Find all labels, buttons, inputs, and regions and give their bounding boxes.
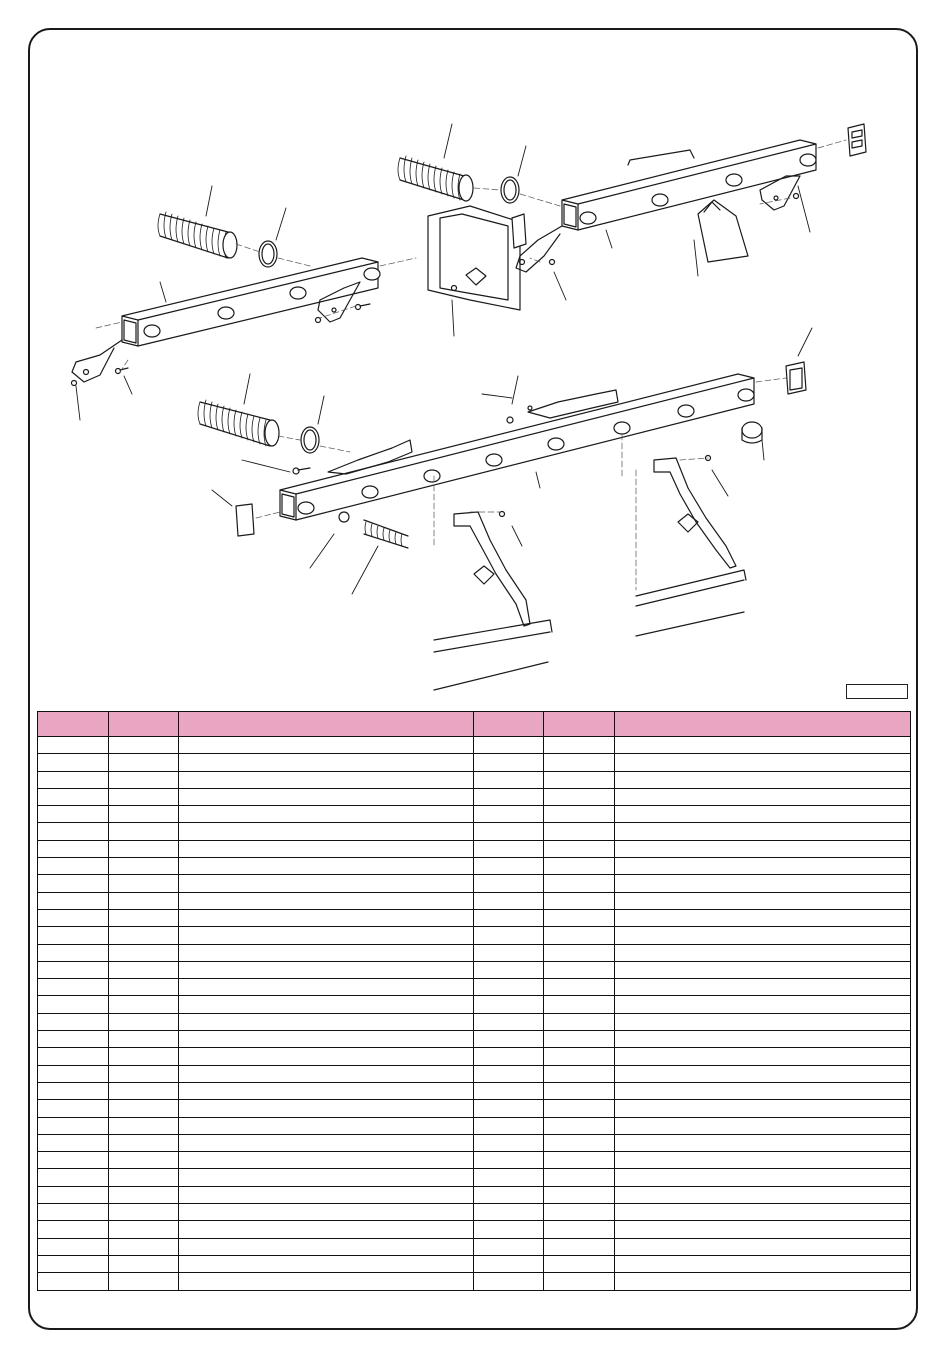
- table-cell: [474, 892, 544, 909]
- table-cell: [179, 944, 474, 961]
- table-cell: [544, 1134, 615, 1151]
- table-cell: [544, 1255, 615, 1272]
- table-cell: [474, 1221, 544, 1238]
- table-cell: [38, 1048, 109, 1065]
- table-cell: [179, 823, 474, 840]
- table-cell: [179, 1221, 474, 1238]
- table-cell: [474, 875, 544, 892]
- table-row: [38, 875, 911, 892]
- table-cell: [615, 1048, 911, 1065]
- table-cell: [109, 1013, 179, 1030]
- table-row: [38, 996, 911, 1013]
- table-row: [38, 737, 911, 754]
- table-row: [38, 1186, 911, 1203]
- table-cell: [544, 1186, 615, 1203]
- table-row: [38, 979, 911, 996]
- table-cell: [38, 961, 109, 978]
- table-cell: [179, 961, 474, 978]
- table-cell: [544, 996, 615, 1013]
- table-cell: [179, 1100, 474, 1117]
- table-cell: [544, 1169, 615, 1186]
- table-cell: [544, 1082, 615, 1099]
- table-cell: [544, 1100, 615, 1117]
- table-cell: [474, 840, 544, 857]
- table-cell: [474, 771, 544, 788]
- table-cell: [179, 1048, 474, 1065]
- table-row: [38, 1082, 911, 1099]
- table-cell: [615, 788, 911, 805]
- table-cell: [544, 1013, 615, 1030]
- table-cell: [615, 892, 911, 909]
- table-cell: [544, 1031, 615, 1048]
- table-cell: [615, 771, 911, 788]
- table-cell: [38, 823, 109, 840]
- table-cell: [38, 840, 109, 857]
- table-cell: [615, 840, 911, 857]
- table-cell: [109, 961, 179, 978]
- table-cell: [474, 806, 544, 823]
- table-cell: [179, 1255, 474, 1272]
- table-cell: [615, 909, 911, 926]
- table-cell: [474, 754, 544, 771]
- table-cell: [474, 858, 544, 875]
- table-cell: [179, 892, 474, 909]
- table-cell: [109, 1204, 179, 1221]
- table-cell: [38, 1065, 109, 1082]
- table-cell: [38, 737, 109, 754]
- table-cell: [109, 788, 179, 805]
- table-row: [38, 806, 911, 823]
- parts-list-table: [37, 711, 911, 1291]
- table-cell: [179, 1152, 474, 1169]
- table-cell: [109, 1152, 179, 1169]
- table-cell: [109, 1031, 179, 1048]
- table-cell: [109, 806, 179, 823]
- table-cell: [179, 771, 474, 788]
- table-cell: [179, 1082, 474, 1099]
- header-cell-position-right: [474, 712, 544, 737]
- table-cell: [38, 1255, 109, 1272]
- table-cell: [38, 754, 109, 771]
- table-cell: [615, 1013, 911, 1030]
- lower-beam-assembly: [198, 362, 806, 690]
- table-cell: [179, 1169, 474, 1186]
- table-cell: [109, 892, 179, 909]
- table-cell: [544, 1273, 615, 1290]
- table-cell: [109, 1065, 179, 1082]
- table-row: [38, 1031, 911, 1048]
- table-cell: [615, 1065, 911, 1082]
- table-cell: [474, 1238, 544, 1255]
- table-cell: [179, 840, 474, 857]
- table-row: [38, 1238, 911, 1255]
- table-cell: [474, 1186, 544, 1203]
- table-cell: [544, 1065, 615, 1082]
- table-cell: [474, 1117, 544, 1134]
- table-cell: [474, 1100, 544, 1117]
- table-cell: [615, 944, 911, 961]
- table-cell: [474, 1169, 544, 1186]
- table-cell: [179, 996, 474, 1013]
- table-cell: [38, 1169, 109, 1186]
- table-cell: [544, 737, 615, 754]
- table-cell: [615, 1221, 911, 1238]
- table-cell: [109, 858, 179, 875]
- table-row: [38, 1013, 911, 1030]
- table-cell: [109, 754, 179, 771]
- table-cell: [38, 1117, 109, 1134]
- table-cell: [615, 1031, 911, 1048]
- table-cell: [615, 1100, 911, 1117]
- table-cell: [38, 1186, 109, 1203]
- reference-code-box: [846, 684, 908, 699]
- table-row: [38, 1100, 911, 1117]
- table-cell: [109, 1273, 179, 1290]
- table-row: [38, 1152, 911, 1169]
- table-cell: [179, 1065, 474, 1082]
- table-cell: [615, 1255, 911, 1272]
- table-cell: [38, 1134, 109, 1151]
- table-cell: [544, 1152, 615, 1169]
- table-cell: [38, 806, 109, 823]
- table-row: [38, 909, 911, 926]
- table-cell: [544, 788, 615, 805]
- table-cell: [615, 1152, 911, 1169]
- table-cell: [38, 858, 109, 875]
- table-cell: [474, 1048, 544, 1065]
- table-row: [38, 892, 911, 909]
- table-cell: [544, 979, 615, 996]
- table-cell: [179, 1273, 474, 1290]
- header-cell-code-right: [544, 712, 615, 737]
- table-row: [38, 1048, 911, 1065]
- table-cell: [109, 1221, 179, 1238]
- table-cell: [615, 737, 911, 754]
- table-cell: [615, 1082, 911, 1099]
- header-cell-description-right: [615, 712, 911, 737]
- table-cell: [474, 961, 544, 978]
- header-cell-position-left: [38, 712, 109, 737]
- table-row: [38, 840, 911, 857]
- table-cell: [109, 1186, 179, 1203]
- table-cell: [615, 1169, 911, 1186]
- upper-right-beam-assembly: [398, 124, 866, 310]
- table-cell: [474, 909, 544, 926]
- table-cell: [474, 996, 544, 1013]
- table-cell: [179, 754, 474, 771]
- table-cell: [544, 892, 615, 909]
- table-cell: [474, 1013, 544, 1030]
- table-cell: [544, 771, 615, 788]
- table-cell: [544, 1117, 615, 1134]
- table-row: [38, 1134, 911, 1151]
- table-cell: [474, 788, 544, 805]
- table-cell: [615, 823, 911, 840]
- table-cell: [109, 823, 179, 840]
- table-cell: [474, 1082, 544, 1099]
- table-cell: [474, 1204, 544, 1221]
- table-cell: [179, 1031, 474, 1048]
- table-row: [38, 754, 911, 771]
- table-cell: [109, 996, 179, 1013]
- table-row: [38, 1117, 911, 1134]
- table-cell: [179, 1013, 474, 1030]
- table-cell: [109, 1048, 179, 1065]
- table-cell: [544, 840, 615, 857]
- table-cell: [38, 875, 109, 892]
- table-row: [38, 1065, 911, 1082]
- table-cell: [615, 979, 911, 996]
- table-cell: [179, 806, 474, 823]
- table-cell: [109, 737, 179, 754]
- table-cell: [179, 858, 474, 875]
- table-row: [38, 823, 911, 840]
- table-cell: [179, 875, 474, 892]
- table-cell: [615, 1273, 911, 1290]
- table-row: [38, 1221, 911, 1238]
- table-cell: [109, 927, 179, 944]
- table-cell: [38, 1204, 109, 1221]
- table-cell: [615, 1238, 911, 1255]
- table-cell: [615, 806, 911, 823]
- table-cell: [179, 1204, 474, 1221]
- table-cell: [544, 944, 615, 961]
- table-cell: [544, 858, 615, 875]
- table-cell: [474, 979, 544, 996]
- header-cell-code-left: [109, 712, 179, 737]
- table-cell: [109, 1134, 179, 1151]
- table-cell: [615, 1186, 911, 1203]
- table-row: [38, 1273, 911, 1290]
- table-cell: [38, 771, 109, 788]
- table-cell: [179, 1186, 474, 1203]
- table-cell: [474, 927, 544, 944]
- table-cell: [109, 840, 179, 857]
- exploded-parts-diagram: [30, 30, 920, 710]
- table-cell: [615, 754, 911, 771]
- table-cell: [38, 944, 109, 961]
- table-cell: [615, 961, 911, 978]
- header-cell-description-left: [179, 712, 474, 737]
- table-row: [38, 1204, 911, 1221]
- table-row: [38, 1169, 911, 1186]
- table-row: [38, 1255, 911, 1272]
- table-row: [38, 858, 911, 875]
- table-row: [38, 788, 911, 805]
- table-cell: [38, 1082, 109, 1099]
- table-cell: [109, 944, 179, 961]
- table-cell: [38, 1273, 109, 1290]
- table-cell: [38, 1100, 109, 1117]
- table-cell: [615, 858, 911, 875]
- table-cell: [38, 1152, 109, 1169]
- table-cell: [544, 961, 615, 978]
- table-cell: [109, 1255, 179, 1272]
- table-cell: [544, 927, 615, 944]
- table-cell: [109, 1169, 179, 1186]
- table-row: [38, 961, 911, 978]
- table-cell: [615, 996, 911, 1013]
- table-cell: [38, 892, 109, 909]
- parts-table-body: [38, 737, 911, 1291]
- table-cell: [544, 1204, 615, 1221]
- table-cell: [109, 1117, 179, 1134]
- table-cell: [38, 1221, 109, 1238]
- table-cell: [474, 1031, 544, 1048]
- table-cell: [38, 1013, 109, 1030]
- table-cell: [179, 1134, 474, 1151]
- table-cell: [474, 823, 544, 840]
- table-cell: [179, 1238, 474, 1255]
- table-cell: [615, 1134, 911, 1151]
- table-cell: [38, 788, 109, 805]
- table-cell: [109, 771, 179, 788]
- table-cell: [544, 1048, 615, 1065]
- table-cell: [474, 737, 544, 754]
- table-cell: [474, 1273, 544, 1290]
- table-cell: [544, 909, 615, 926]
- table-cell: [544, 823, 615, 840]
- table-cell: [179, 737, 474, 754]
- table-cell: [179, 927, 474, 944]
- table-cell: [615, 927, 911, 944]
- table-cell: [38, 1031, 109, 1048]
- table-cell: [474, 1134, 544, 1151]
- table-cell: [109, 1082, 179, 1099]
- table-cell: [474, 1065, 544, 1082]
- table-cell: [38, 979, 109, 996]
- table-cell: [179, 788, 474, 805]
- table-cell: [109, 1100, 179, 1117]
- table-row: [38, 927, 911, 944]
- table-cell: [38, 1238, 109, 1255]
- table-header-row: [38, 712, 911, 737]
- table-cell: [179, 909, 474, 926]
- table-cell: [544, 1238, 615, 1255]
- table-cell: [109, 875, 179, 892]
- table-row: [38, 771, 911, 788]
- table-cell: [109, 909, 179, 926]
- table-cell: [179, 1117, 474, 1134]
- table-cell: [544, 806, 615, 823]
- table-cell: [474, 944, 544, 961]
- upper-left-beam-assembly: [72, 212, 381, 386]
- table-row: [38, 944, 911, 961]
- table-cell: [38, 927, 109, 944]
- table-cell: [474, 1255, 544, 1272]
- table-cell: [109, 1238, 179, 1255]
- table-cell: [544, 1221, 615, 1238]
- table-cell: [615, 1117, 911, 1134]
- table-cell: [615, 875, 911, 892]
- table-cell: [38, 996, 109, 1013]
- table-cell: [474, 1152, 544, 1169]
- table-cell: [109, 979, 179, 996]
- table-cell: [544, 875, 615, 892]
- table-cell: [38, 909, 109, 926]
- table-cell: [179, 979, 474, 996]
- table-cell: [544, 754, 615, 771]
- table-cell: [615, 1204, 911, 1221]
